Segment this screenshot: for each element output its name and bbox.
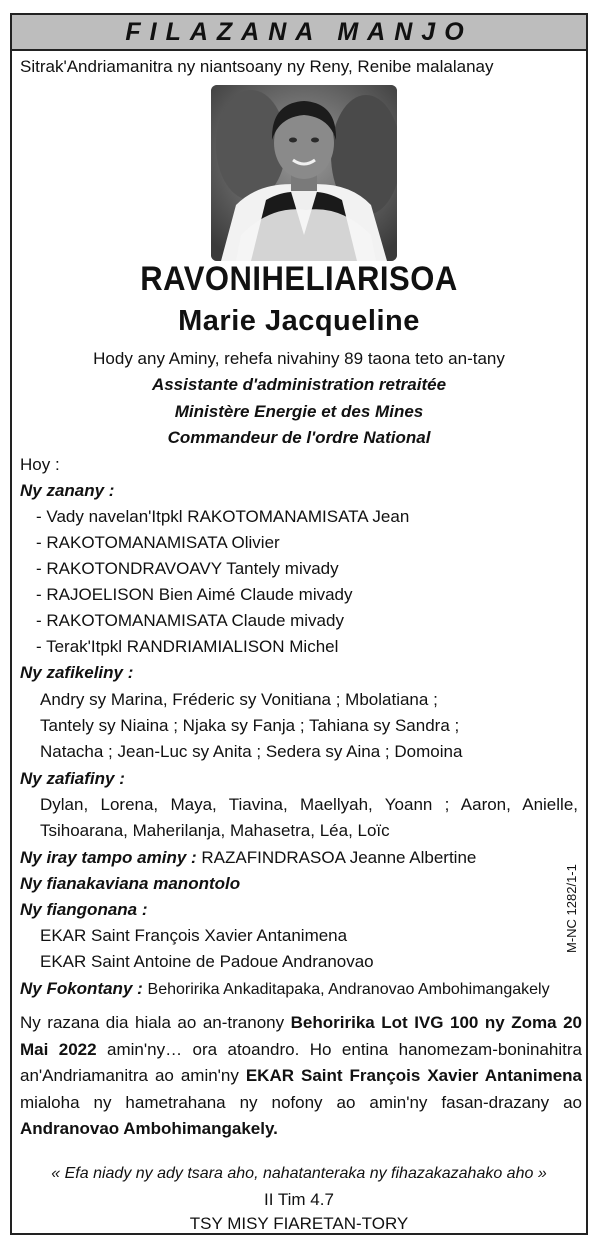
list-item: - Terak'Itpkl RANDRIAMIALISON Michel	[36, 637, 339, 656]
paragraph-bold: EKAR Saint François Xavier Antanimena	[245, 1066, 583, 1085]
great-grandchildren-line: Dylan, Lorena, Maya, Tiavina, Maellyah, Yoann ; Aaron, Anielle,	[40, 795, 578, 814]
notice-frame	[10, 13, 588, 1235]
bible-quote: « Efa niady ny ady tsara aho, nahatanteraka ny fihazakazahako aho »	[51, 1165, 547, 1182]
paragraph-text: mialoha ny hametrahana ny nofony ao amin'ny fasan-drazany ao	[20, 1092, 582, 1112]
fokontany-line	[20, 979, 550, 999]
list-item: - RAKOTONDRAVOAVY Tantely mivady	[36, 559, 339, 578]
portrait-photo	[211, 85, 397, 261]
church-item: EKAR Saint Antoine de Padoue Andranovao	[40, 952, 374, 971]
churches-label: Ny fiangonana :	[20, 900, 148, 919]
paragraph-text: amin'ny… ora atoandro. Ho entina hanomezam-boninahitra an'Andriamanitra ao amin'ny	[20, 1039, 582, 1085]
sibling-line	[20, 848, 476, 868]
paragraph-bold: Andranovao Ambohimangakely.	[20, 1119, 278, 1138]
header-bar	[12, 15, 586, 51]
list-item: - Vady navelan'Itpkl RAKOTOMANAMISATA Jean	[36, 507, 410, 526]
title-line: Assistante d'administration retraitée	[151, 375, 447, 394]
grandchildren-line: Natacha ; Jean-Luc sy Anita ; Sedera sy Aina ; Domoina	[40, 742, 463, 761]
list-item: - RAKOTOMANAMISATA Claude mivady	[36, 611, 344, 630]
title-line: Commandeur de l'ordre National	[167, 428, 431, 447]
bible-verse: II Tim 4.7	[264, 1190, 334, 1209]
paragraph-text: Ny razana dia hiala ao an-tranony	[20, 1013, 291, 1032]
sibling-label: Ny iray tampo aminy :	[20, 848, 197, 867]
hoy-label: Hoy :	[20, 455, 60, 474]
great-grandchildren-label: Ny zafiafiny :	[20, 769, 125, 788]
list-item: - RAJOELISON Bien Aimé Claude mivady	[36, 585, 353, 604]
family-label: Ny fianakaviana manontolo	[20, 874, 241, 893]
great-grandchildren-line: Tsihoarana, Maherilanja, Mahasetra, Léa, Loïc	[40, 821, 390, 840]
paragraph-bold: Behoririka Lot IVG 100 ny Zoma 20 Mai 2022	[20, 1013, 582, 1059]
sibling-name: RAZAFINDRASOA Jeanne Albertine	[201, 848, 477, 867]
title-line: Ministère Energie et des Mines	[174, 402, 424, 421]
list-item: - RAKOTOMANAMISATA Olivier	[36, 533, 280, 552]
church-item: EKAR Saint François Xavier Antanimena	[40, 926, 348, 945]
grandchildren-label: Ny zafikeliny :	[20, 663, 134, 682]
deceased-surname: RAVONIHELIARISOA	[140, 259, 458, 298]
fokontany-label: Ny Fokontany :	[20, 979, 143, 998]
intro-text: Sitrak'Andriamanitra ny niantsoany ny Reny, Renibe malalanay	[20, 57, 494, 76]
death-notice: Hody any Aminy, rehefa nivahiny 89 taona teto an-tany	[93, 349, 505, 368]
funeral-paragraph	[20, 1010, 582, 1143]
notice-title: FILAZANA MANJO	[125, 17, 473, 46]
portrait-icon	[211, 85, 397, 261]
fokontany-value: Behoririka Ankaditapaka, Andranovao Ambohimangakely	[147, 981, 550, 998]
grandchildren-line: Tantely sy Niaina ; Njaka sy Fanja ; Tahiana sy Sandra ;	[40, 716, 460, 735]
grandchildren-line: Andry sy Marina, Fréderic sy Vonitiana ; Mbolatiana ;	[40, 690, 438, 709]
deceased-given-name: Marie Jacqueline	[178, 305, 420, 337]
closing-line: TSY MISY FIARETAN-TORY	[189, 1214, 409, 1233]
reference-code: M-NC 1282/1-1	[564, 864, 579, 953]
children-label: Ny zanany :	[20, 481, 115, 500]
